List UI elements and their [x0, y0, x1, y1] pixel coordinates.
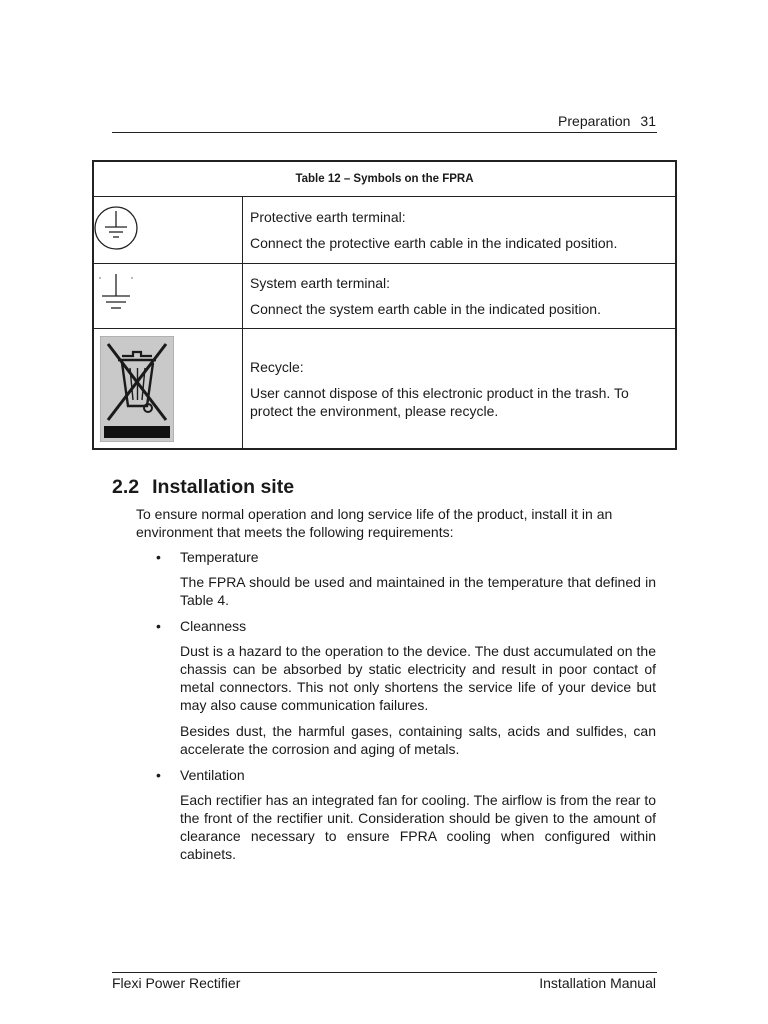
body-paragraph: Each rectifier has an integrated fan for cooling. The airflow is from the rear to the front of the rectifier unit. Consideration should be given to the amount of clearance necessary to ensure FPRA cooling when configured within cabinets.: [180, 792, 656, 862]
symbols-table: [92, 160, 677, 450]
row-text: Connect the protective earth cable in the indicated position.: [250, 235, 618, 251]
section-body: [136, 505, 656, 871]
header-rule: [112, 132, 657, 133]
bullet-icon: •: [156, 618, 161, 634]
table-row: [93, 197, 676, 264]
bullet-label: Temperature: [180, 549, 259, 565]
page-header: [558, 113, 656, 129]
body-paragraph: Besides dust, the harmful gases, containing salts, acids and sulfides, can accelerate the corrosion and aging of metals.: [180, 723, 656, 757]
protective-earth-icon: [94, 197, 242, 258]
list-item: [136, 766, 656, 784]
row-text: Connect the system earth cable in the indicated position.: [250, 301, 601, 317]
description-cell: [243, 329, 677, 450]
row-title: System earth terminal:: [250, 275, 391, 291]
intro-paragraph: To ensure normal operation and long service life of the product, install it in an environment that meets the following requirements:: [136, 506, 613, 540]
table-caption: Table 12 – Symbols on the FPRA: [93, 161, 676, 197]
footer-rule: [112, 972, 657, 973]
symbol-cell: [93, 197, 243, 264]
table-row: [93, 264, 676, 329]
bullet-label: Ventilation: [180, 767, 245, 783]
section-heading: [112, 476, 294, 499]
row-title: Protective earth terminal:: [250, 209, 406, 225]
description-cell: [243, 264, 677, 329]
footer-product: Flexi Power Rectifier: [112, 975, 241, 991]
page-number: 31: [640, 113, 656, 129]
body-paragraph: The FPRA should be used and maintained in the temperature that defined in Table 4.: [180, 574, 656, 608]
list-item: [136, 548, 656, 566]
table-row: [93, 329, 676, 450]
section-title: Installation site: [152, 476, 295, 498]
row-title: Recycle:: [250, 358, 304, 375]
header-section: Preparation: [558, 113, 631, 129]
list-item: [136, 617, 656, 635]
row-text: User cannot dispose of this electronic product in the trash. To protect the environment, please recycle.: [250, 384, 629, 419]
symbol-cell: [93, 264, 243, 329]
recycle-crossed-bin-icon: [100, 336, 174, 442]
description-cell: [243, 197, 677, 264]
bullet-icon: •: [156, 549, 161, 565]
system-earth-icon: [94, 264, 242, 323]
bullet-label: Cleanness: [180, 618, 247, 634]
body-paragraph: Dust is a hazard to the operation to the device. The dust accumulated on the chassis can be absorbed by static electricity and result in poor contact of metal connectors. This not only shortens the service life of your device but may also cause communication failures.: [180, 643, 656, 713]
bullet-icon: •: [156, 767, 161, 783]
symbol-cell: [93, 329, 243, 450]
footer-doc-title: Installation Manual: [539, 975, 656, 991]
section-number: 2.2: [112, 476, 140, 498]
